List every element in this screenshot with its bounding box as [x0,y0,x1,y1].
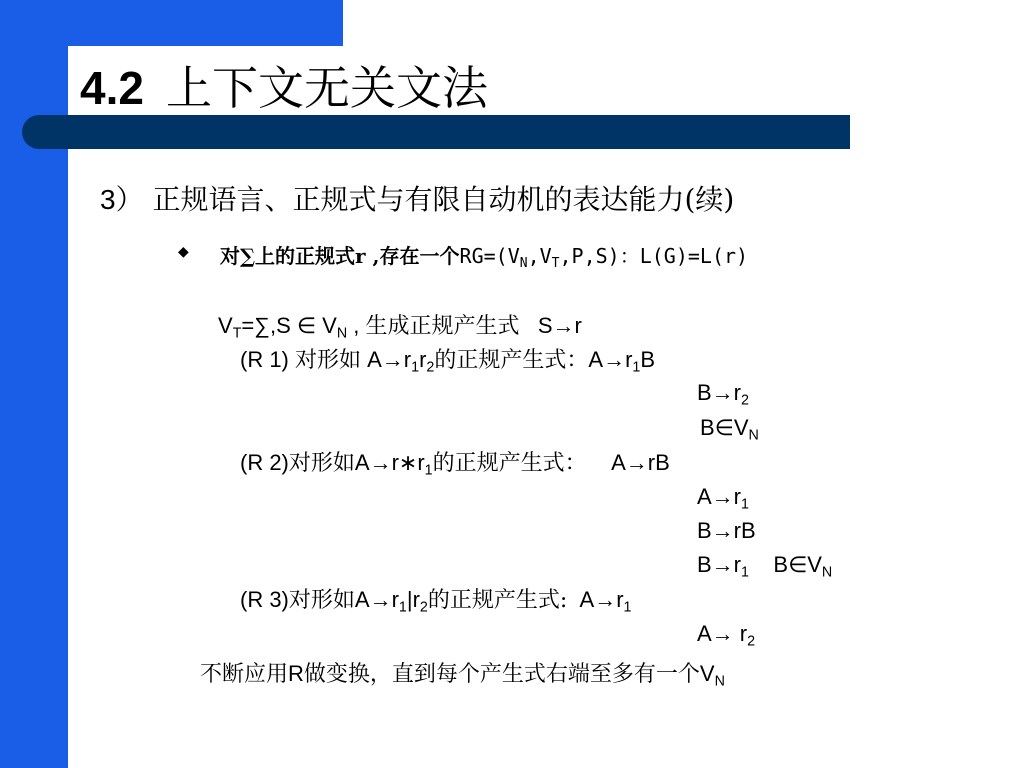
title-underline-bar [22,115,850,149]
line-r1: (R 1) 对形如 $A\to r_1r_2$的正规产生式：$A\to r_1B$ [240,347,656,376]
line-final: 不断应用R做变换，直到每个产生式右端至多有一个$V_N$ [200,661,725,690]
heading-number: 3） [100,184,144,215]
line-r3: (R 3)对形如$A\to r_1|r_2$的正规产生式: $A\to r_1$ [240,587,632,616]
bullet-diamond-icon: ◆ [178,243,189,259]
title-text: 上下文无关文法 [165,61,488,115]
heading-text: 正规语言、正规式与有限自动机的表达能力(续) [152,183,735,216]
line-r2b: $A\to r_1$ [697,484,749,513]
line-r2c: B→rB [697,518,756,543]
line-r1c: $B\in V_N$ [700,415,759,444]
top-accent-bar [0,0,343,46]
line-r1b: $B\to r_2$ [697,380,749,409]
title-number: 4.2 [80,62,144,114]
line-r2: (R 2)对形如$A\to r∗r_1$的正规产生式： A→rB [240,450,670,479]
slide-title [80,52,488,118]
line-vt: $V_T=\sum,S$ ∈ $V_N$ , 生成正规产生式 S→r [218,313,582,342]
line-r2d: $B\to r_1$ $B\in V_N$ [697,552,833,581]
line-r3b: $A\to r_2$ [697,621,756,650]
section-heading [100,178,734,218]
bullet-text: 对∑上的正规式r ,存在一个$RG=(V_N,V_T,P,S)$：L(G)=L(r) [220,244,749,271]
